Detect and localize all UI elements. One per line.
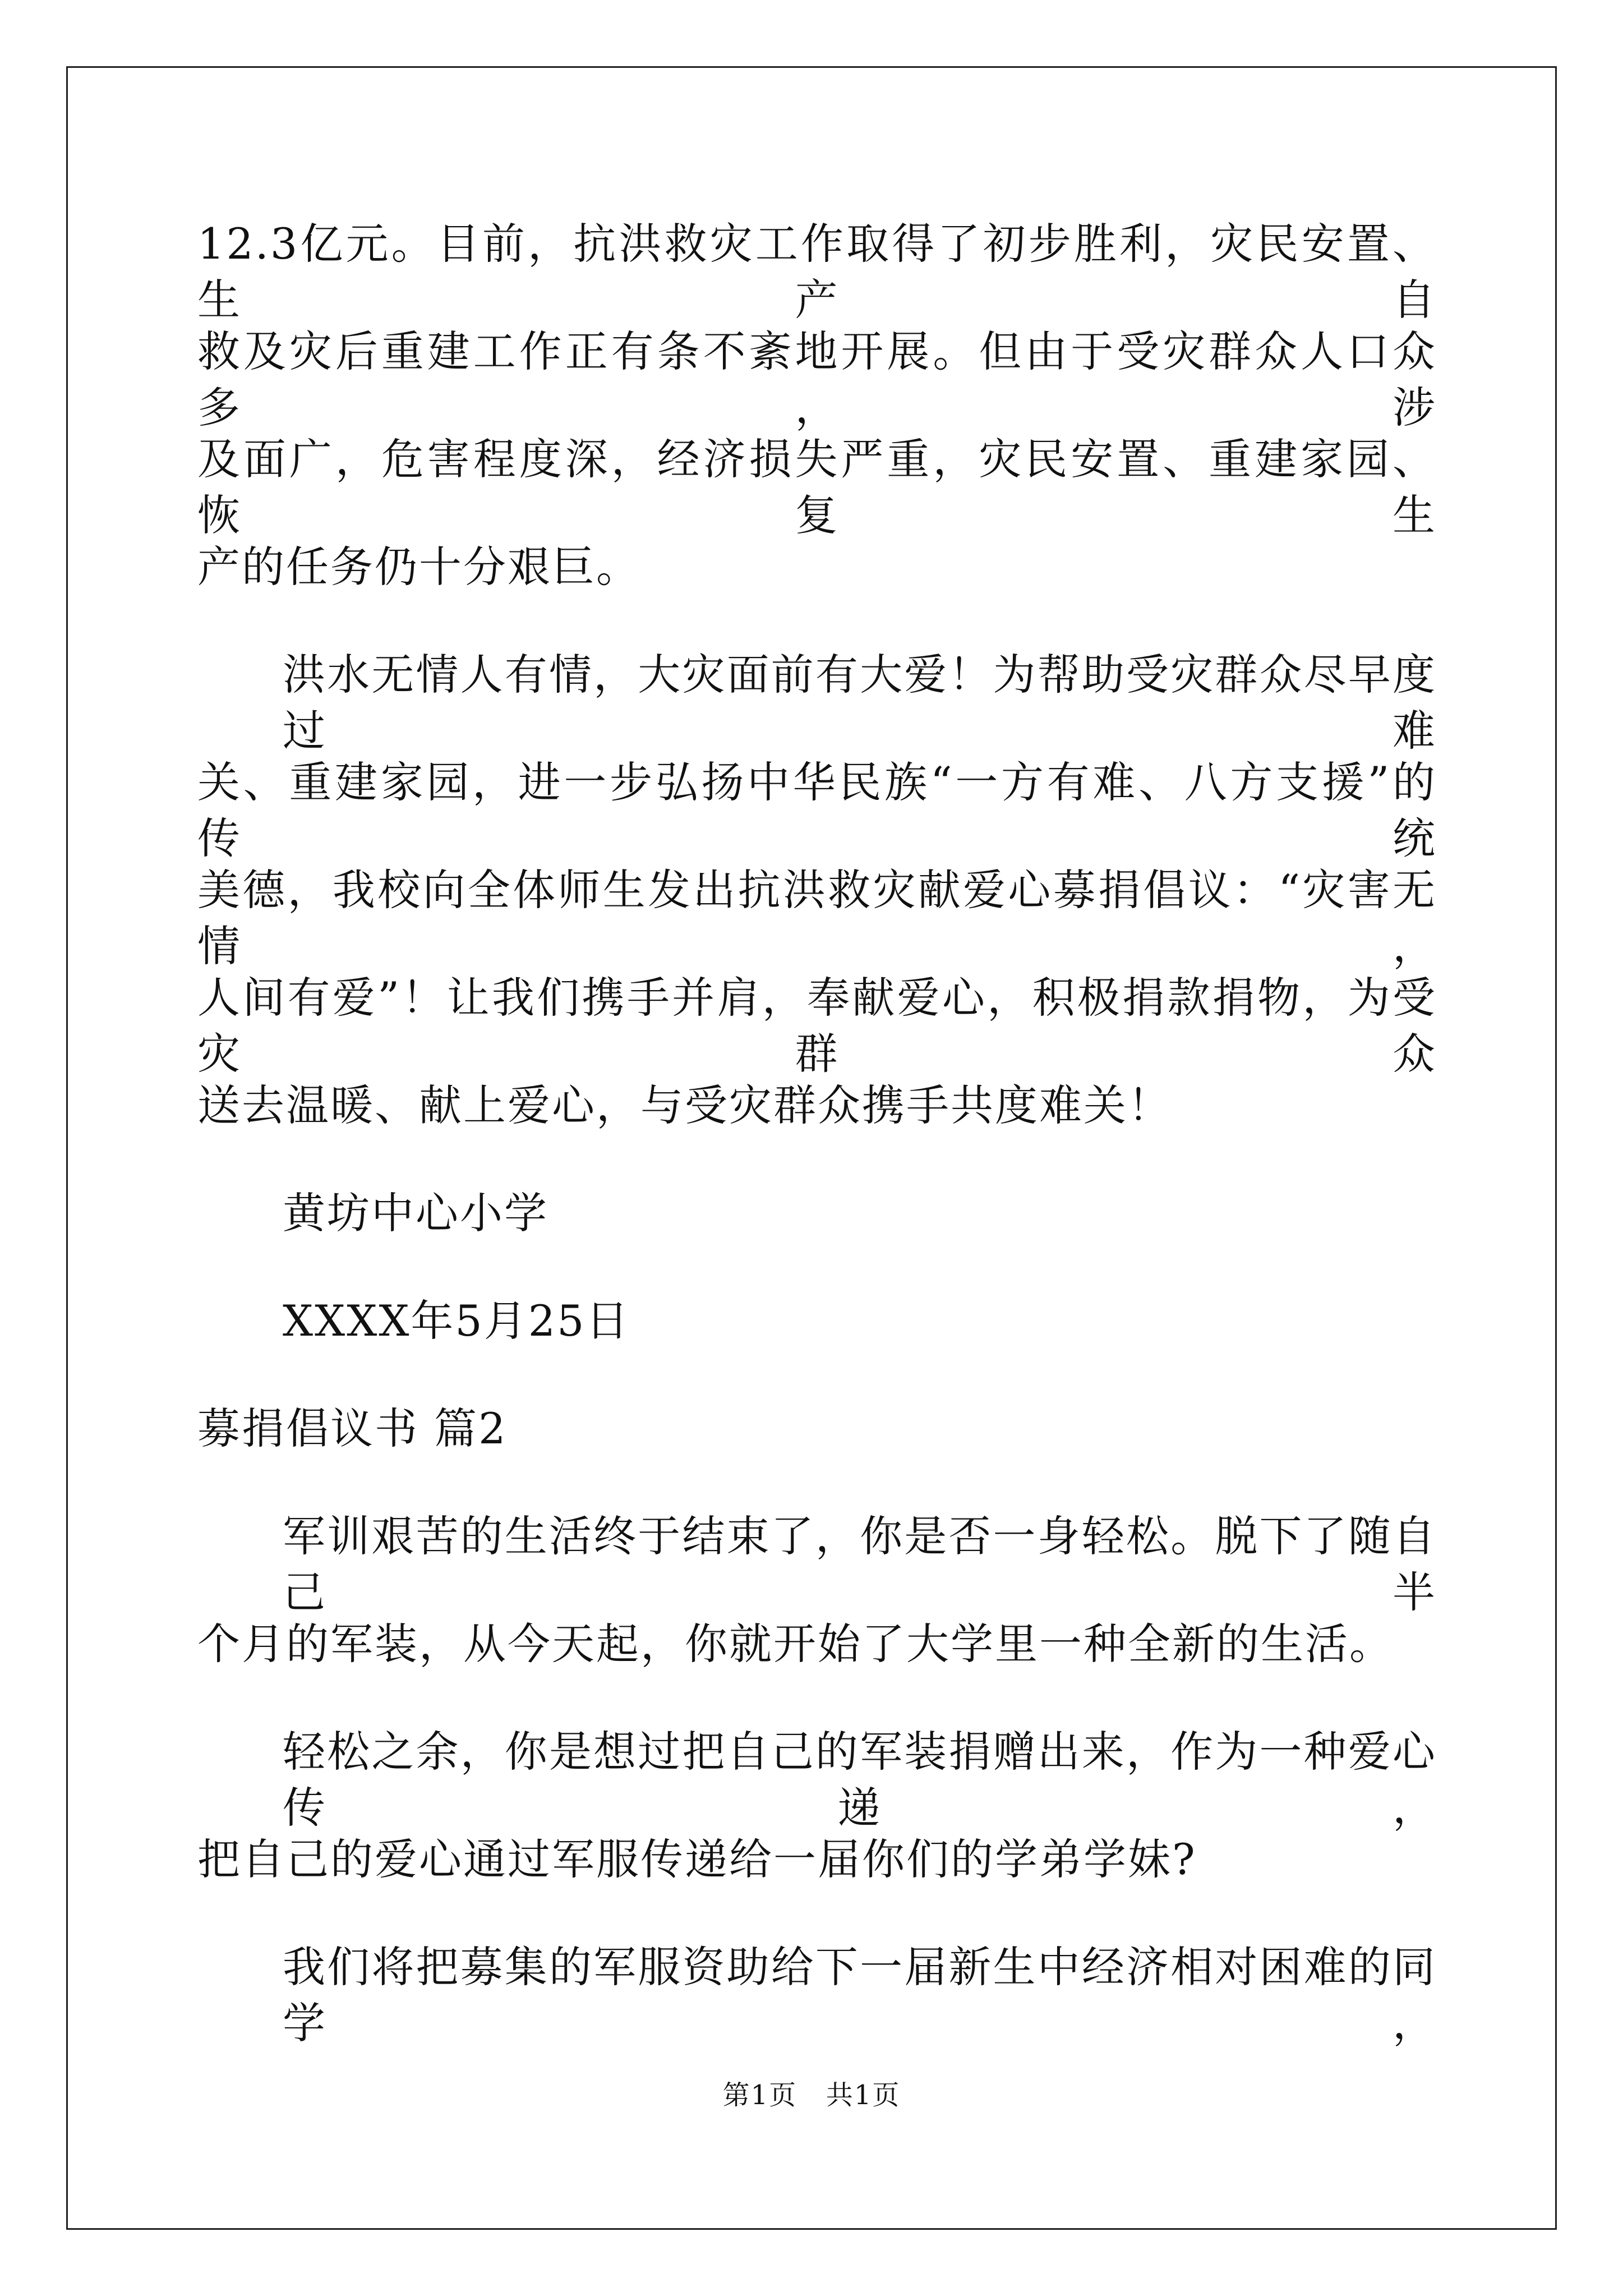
page-number: 第1页 <box>722 2079 797 2111</box>
paragraph-line: 12.3亿元。目前，抗洪救灾工作取得了初步胜利，灾民安置、生产自 <box>197 219 1437 325</box>
section-heading: 募捐倡议书 篇2 <box>197 1404 508 1453</box>
paragraph-line: 洪水无情人有情，大灾面前有大爱！为帮助受灾群众尽早度过难 <box>283 650 1437 756</box>
paragraph-line: 关、重建家园，进一步弘扬中华民族“一方有难、八方支援”的传统 <box>197 757 1437 863</box>
paragraph-line: 轻松之余，你是想过把自己的军装捐赠出来，作为一种爱心传递， <box>283 1727 1437 1833</box>
paragraph-line: 个月的军装，从今天起，你就开始了大学里一种全新的生活。 <box>197 1619 1394 1669</box>
paragraph-line: 人间有爱”！让我们携手并肩，奉献爱心，积极捐款捐物，为受灾群众 <box>197 973 1437 1079</box>
paragraph-line: 我们将把募集的军服资助给下一届新生中经济相对困难的同学， <box>283 1942 1437 2048</box>
paragraph-line: 美德，我校向全体师生发出抗洪救灾献爱心募捐倡议：“灾害无情， <box>197 865 1437 971</box>
paragraph-line: 送去温暖、献上爱心，与受灾群众携手共度难关！ <box>197 1080 1172 1130</box>
paragraph-line: 军训艰苦的生活终于结束了，你是否一身轻松。脱下了随自己半 <box>283 1511 1437 1617</box>
page-footer <box>0 2078 1623 2112</box>
paragraph-line: 产的任务仍十分艰巨。 <box>197 542 640 592</box>
page-total: 共1页 <box>826 2079 901 2111</box>
paragraph-line: 救及灾后重建工作正有条不紊地开展。但由于受灾群众人口众多，涉 <box>197 326 1437 432</box>
paragraph-line: 把自己的爱心通过军服传递给一届你们的学弟学妹? <box>197 1834 1197 1884</box>
paragraph-line: 及面广，危害程度深，经济损失严重，灾民安置、重建家园、恢复生 <box>197 434 1437 540</box>
signature-date: XXXX年5月25日 <box>283 1296 630 1346</box>
signature-school: 黄坊中心小学 <box>283 1188 548 1238</box>
